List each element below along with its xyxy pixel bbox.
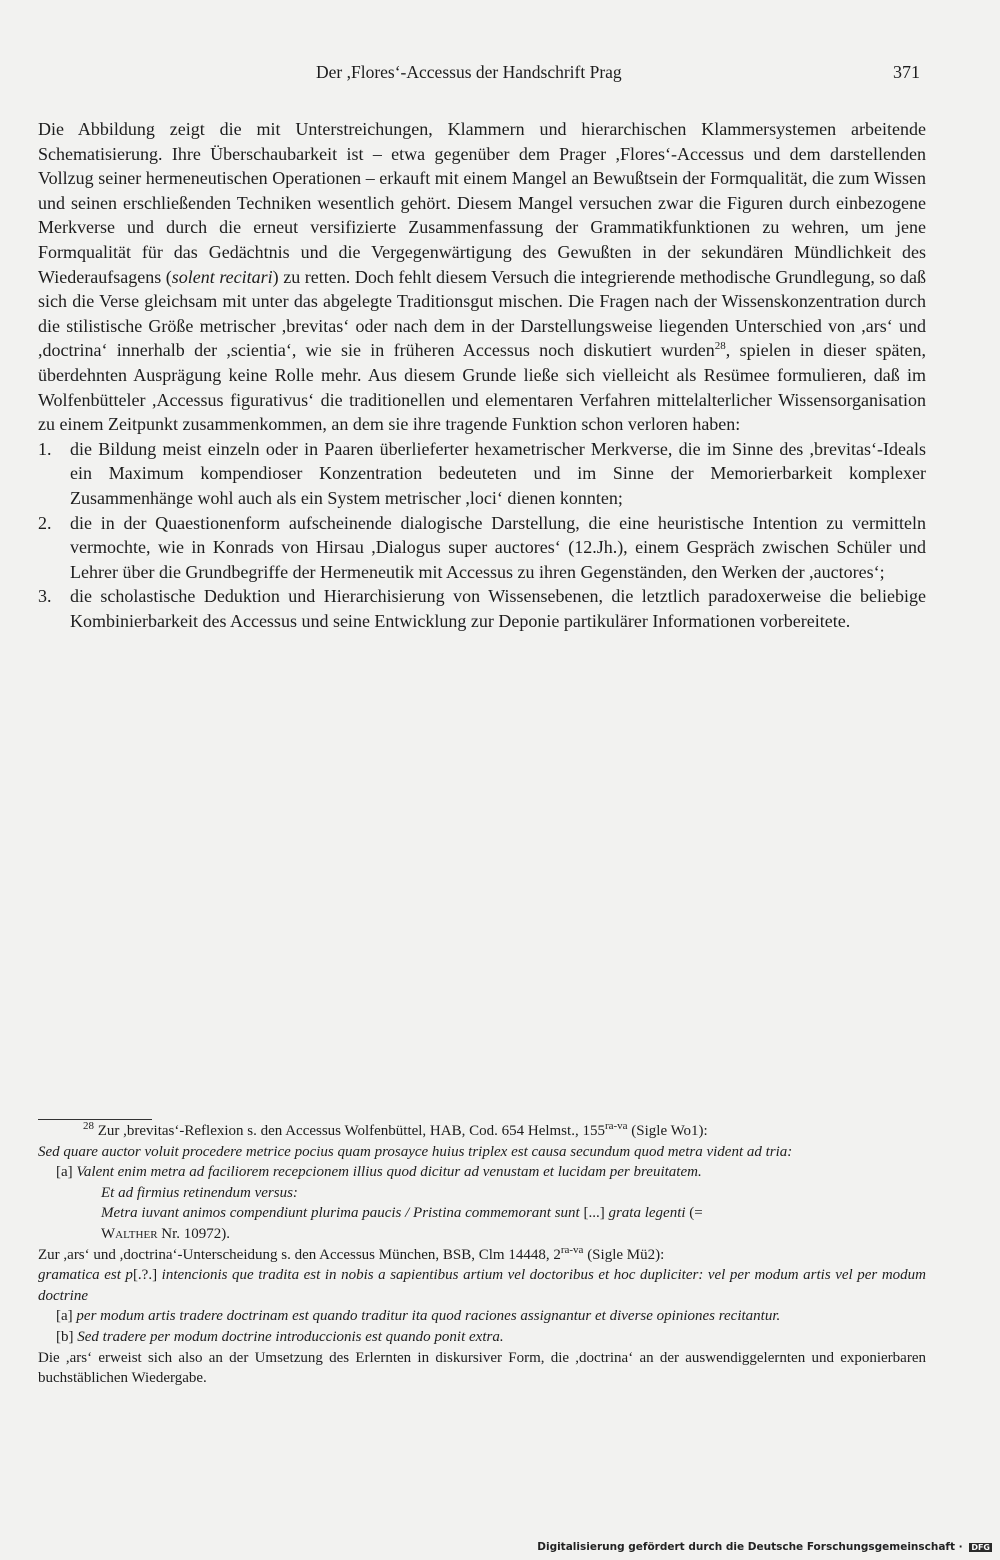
quote-item-a: [38, 1162, 926, 1183]
italic-phrase: solent recitari: [171, 266, 273, 287]
folio-superscript: ra-va: [560, 1243, 584, 1256]
list-item: [38, 511, 926, 585]
citation-open: (=: [685, 1205, 703, 1222]
lacuna-mark: [.?.]: [132, 1267, 158, 1284]
omission-mark: [...]: [583, 1205, 605, 1222]
footnote-28: [38, 1121, 926, 1142]
body-text: , spielen in dieser späten, überdehnten Ausprägung keine Rolle mehr. Aus diesem Grunde ließe sich vielleicht als Resümee formulieren, daß im Wolfenbütteler ,Accessus figurativus‘ die traditionellen und elementaren Verfahren mittelalterlicher Wissensorganisation zu einem Zeitpunkt zusammenkommen, an dem sie ihre tragende Funktion schon verloren haben:: [38, 340, 926, 435]
list-number: 1.: [38, 438, 52, 459]
latin-quote: Valent enim metra ad faciliorem recepcionem illius quod dicitur ad venustam et lucidam per breuitatem.: [76, 1164, 702, 1181]
citation-number: Nr. 10972).: [157, 1225, 231, 1242]
verse-quote: [38, 1203, 926, 1244]
list-number: 2.: [38, 512, 52, 533]
footnote-text: Zur ,ars‘ und ,doctrina‘-Unterscheidung s. den Accessus München, BSB, Clm 14448, 2: [38, 1246, 561, 1263]
footnotes: [38, 1121, 926, 1389]
dfg-credit: [537, 1541, 992, 1553]
running-head: Der ,Flores‘-Accessus der Handschrift Prag: [316, 62, 622, 82]
body-text: ) zu retten. Doch fehlt diesem Versuch die integrierende methodische Grundlegung, so daß sich die Verse gleichsam mit unter das abgelegte Traditionsgut mischen. Die Fragen nach der Wissenskonzentration durch die stilistische Größe metrischer ,brevitas‘ oder nach dem in der Darstellungsweise liegenden Unterschied von ,ars‘ und ,doctrina‘ innerhalb der ,scientia‘, wie sie in früheren Accessus noch diskutiert wurden: [38, 266, 926, 361]
cited-author: Walther: [101, 1225, 158, 1242]
list-item-text: die scholastische Deduktion und Hierarchisierung von Wissensebenen, die letztlich paradoxerweise die beliebige Kombinierbarkeit des Accessus und seine Entwicklung zur Deponie partikulärer Informationen vorbereitete.: [70, 586, 926, 631]
list-item: [38, 437, 926, 511]
latin-quote: [38, 1265, 926, 1306]
numbered-list: [38, 437, 926, 634]
latin-verse: Metra iuvant animos compendiunt plurima paucis / Pristina commemorant sunt: [101, 1205, 584, 1222]
footnote-text: (Sigle Wo1):: [627, 1123, 708, 1139]
footnote-conclusion: Die ,ars‘ erweist sich also an der Umsetzung des Erlernten in diskursiver Form, die ,doctrina‘ an der auswendiggelernten und exponierbaren buchstäblichen Wiedergabe.: [38, 1349, 926, 1387]
body-text: Die Abbildung zeigt die mit Unterstreichungen, Klammern und hierarchischen Klammersystemen arbeitende Schematisierung. Ihre Überschaubarkeit ist – etwa gegenüber dem Prager ,Flores‘-Accessus und dem darstellenden Vollzug seiner hermeneutischen Operationen – erkauft mit einem Mangel an Bewußtsein der Formqualität, die zum Wissen und seinen erschließenden Techniken wesentlich gehört. Diesem Mangel versuchen zwar die Figuren durch einbezogene Merkverse und durch die erneut versifizierte Zusammenfassung der Grammatikfunktionen zu wehren, um jene Formqualität für das Gedächtnis und die Vergegenwärtigung des Gewußten in der sekundären Mündlichkeit des Wiederaufsagens (: [38, 119, 926, 287]
latin-quote-text: gramatica est p: [38, 1267, 133, 1284]
footnote-number: 28: [83, 1120, 94, 1132]
list-item-text: die Bildung meist einzeln oder in Paaren überlieferter hexametrischer Merkverse, die im Sinne des ,brevitas‘-Ideals ein Maximum kompendioser Konzentration bedeuteten und im Sinne der Memorierbarkeit komplexer Zusammenhänge wohl auch als ein System metrischer ,loci‘ dienen konnten;: [70, 438, 926, 508]
list-item-text: die in der Quaestionenform aufscheinende dialogische Darstellung, die eine heuristische Intention zu vermitteln vermochte, wie in Konrads von Hirsau ,Dialogus super auctores‘ (12.Jh.), einem Gespräch zwischen Schüler und Lehrer über die Grundbegriffe der Hermeneutik mit Accessus zu ihren Gegenständen, den Werken der ,auctores‘;: [70, 512, 926, 582]
folio-superscript: ra-va: [604, 1120, 628, 1132]
footnote-text: (Sigle Mü2):: [583, 1246, 665, 1263]
latin-quote: per modum artis tradere doctrinam est quando traditur ita quod raciones assignantur et diverse opiniones recitantur.: [76, 1308, 781, 1325]
latin-verse: grata legenti: [604, 1205, 686, 1222]
latin-quote: Sed quare auctor voluit procedere metrice pocius quam prosayce huius triplex est causa secundum quod metra vident ad tria:: [38, 1143, 793, 1160]
page-number: 371: [893, 62, 920, 82]
dfg-logo-icon: DFG: [971, 1542, 990, 1552]
credit-text: Digitalisierung gefördert durch die Deutsche Forschungsgemeinschaft ·: [537, 1541, 963, 1553]
list-number: 3.: [38, 586, 52, 607]
footnote-reference[interactable]: 28: [714, 340, 726, 353]
footnote-text-line: [38, 1245, 926, 1266]
item-label: [a]: [56, 1308, 77, 1325]
quote-item-b: [38, 1327, 926, 1348]
quote-item-a: [38, 1306, 926, 1327]
latin-quote-text: intencionis que tradita est in nobis a sapientibus artium vel doctoribus et hoc dupliciter: vel per modum artis vel per modum doctrine: [38, 1267, 926, 1304]
latin-quote: Et ad firmius retinendum versus:: [101, 1184, 298, 1201]
item-label: [b]: [56, 1328, 78, 1345]
page-header: [38, 62, 920, 90]
list-item: [38, 584, 926, 633]
item-label: [a]: [56, 1164, 77, 1181]
footnote-divider: [38, 1119, 152, 1120]
latin-quote: Sed tradere per modum doctrine introduccionis est quando ponit extra.: [77, 1328, 504, 1345]
footnote-text: Zur ,brevitas‘-Reflexion s. den Accessus Wolfenbüttel, HAB, Cod. 654 Helmst., 155: [94, 1123, 605, 1139]
main-text: [38, 117, 926, 633]
body-paragraph: [38, 117, 926, 437]
